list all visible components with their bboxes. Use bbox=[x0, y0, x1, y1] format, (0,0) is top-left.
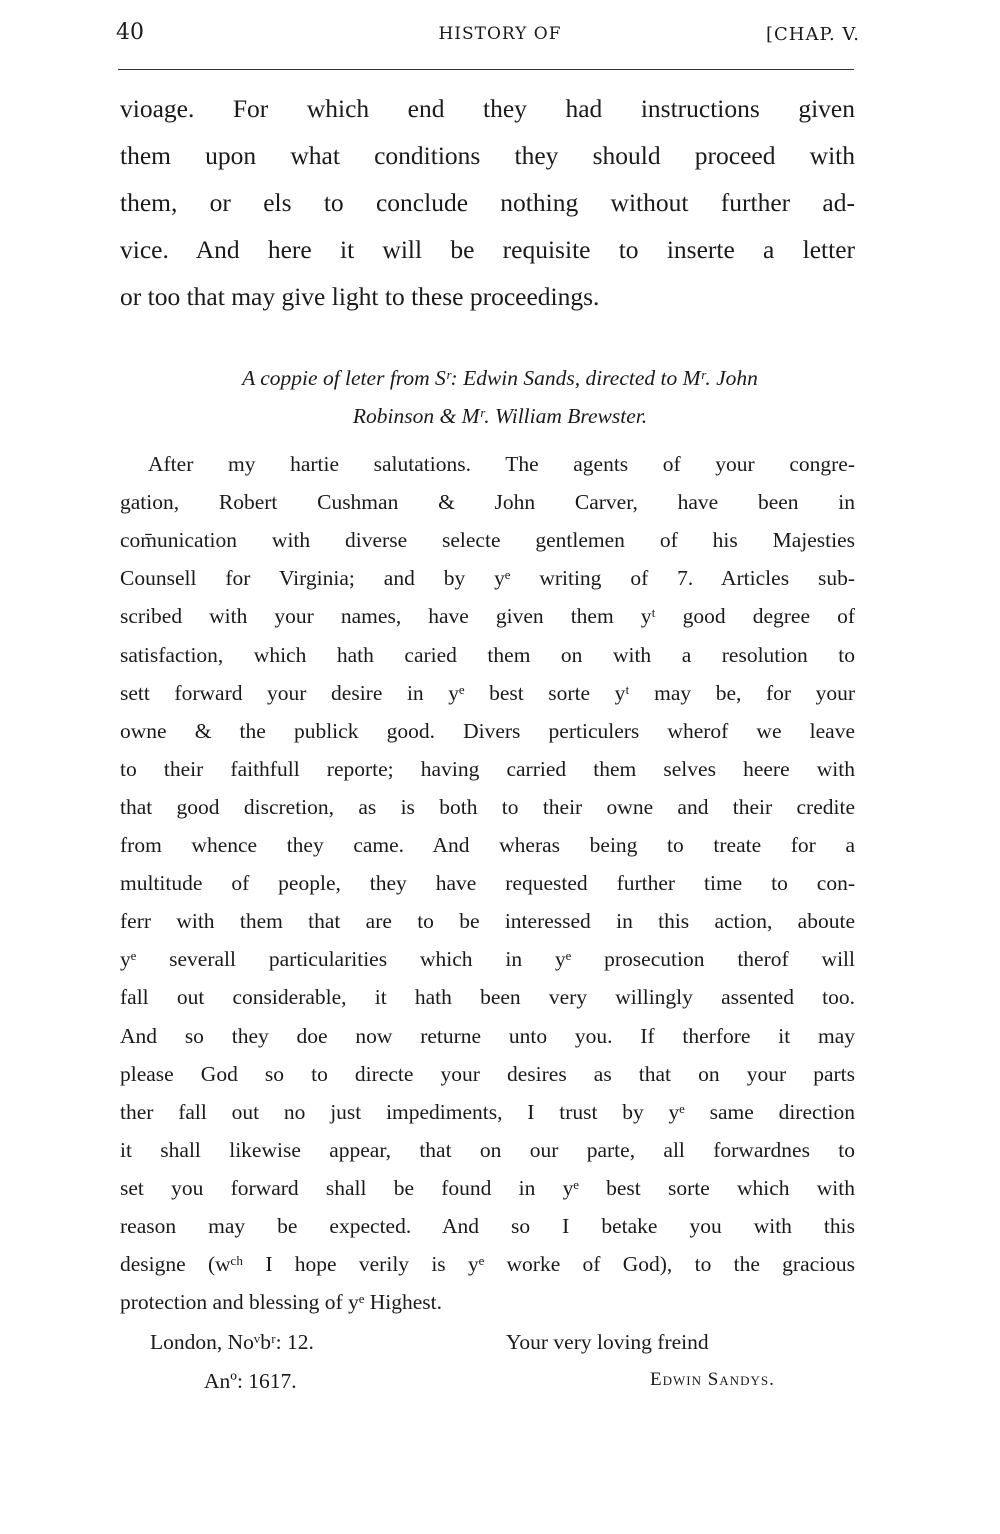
text-line: And so they doe now returne unto you. If therfore it may bbox=[120, 1023, 855, 1048]
text-line: satisfaction, which hath caried them on with a resolution to bbox=[120, 642, 855, 667]
text-line: please God so to directe your desires as that on your parts bbox=[120, 1061, 855, 1086]
text-line: vioage. For which end they had instructions given bbox=[120, 94, 855, 123]
text-line: set you forward shall be found in yᵉ best sorte which with bbox=[120, 1175, 855, 1200]
text-line: scribed with your names, have given them yᵗ good degree of bbox=[120, 604, 855, 629]
running-title: HISTORY OF bbox=[438, 24, 562, 44]
title-line: A coppie of leter from Sʳ: Edwin Sands, directed to Mʳ. John bbox=[242, 366, 758, 390]
text-line: from whence they came. And wheras being to treate for a bbox=[120, 833, 855, 857]
text-line: sett forward your desire in yᵉ best sorte yᵗ may be, for your bbox=[120, 680, 855, 705]
title-line: Robinson & Mʳ. William Brewster. bbox=[352, 404, 648, 428]
text-line: com̄unication with diverse selecte gentlemen of his Majesties bbox=[120, 528, 855, 553]
text-line: it shall likewise appear, that on our parte, all forwardnes to bbox=[120, 1137, 855, 1162]
text-line: designe (wᶜʰ I hope verily is yᵉ worke of God), to the gracious bbox=[120, 1252, 855, 1277]
text-line: After my hartie salutations. The agents of your congre- bbox=[148, 452, 855, 476]
text-line: reason may be expected. And so I betake you with this bbox=[120, 1214, 855, 1238]
header-rule bbox=[118, 69, 854, 70]
text-line: ther fall out no just impediments, I trust by yᵉ same direction bbox=[120, 1099, 855, 1124]
text-line: fall out considerable, it hath been very willingly assented too. bbox=[120, 985, 855, 1010]
text-line: or too that may give light to these proceedings. bbox=[120, 282, 600, 311]
text-line: them upon what conditions they should proceed with bbox=[120, 141, 855, 170]
text-line: protection and blessing of yᵉ Highest. bbox=[120, 1290, 442, 1315]
text-line: that good discretion, as is both to their owne and their credite bbox=[120, 794, 855, 819]
text-line: Counsell for Virginia; and by yᵉ writing of 7. Articles sub- bbox=[120, 566, 855, 591]
text-line: yᵉ severall particularities which in yᵉ prosecution therof will bbox=[120, 947, 855, 972]
chapter-label: [CHAP. V. bbox=[766, 24, 860, 45]
text-line: gation, Robert Cushman & John Carver, have been in bbox=[120, 490, 855, 515]
text-line: to their faithfull reporte; having carried them selves heere with bbox=[120, 756, 855, 781]
text-line: vice. And here it will be requisite to inserte a letter bbox=[120, 235, 855, 264]
text-line: them, or els to conclude nothing without further ad- bbox=[120, 188, 855, 217]
letter-place-date: London, Noᵛbʳ: 12. bbox=[150, 1330, 314, 1354]
text-line: multitude of people, they have requested further time to con- bbox=[120, 871, 855, 896]
letter-signature: Edwin Sandys. bbox=[650, 1369, 775, 1390]
text-line: ferr with them that are to be interessed in this action, aboute bbox=[120, 909, 855, 934]
text-line: owne & the publick good. Divers perticulers wherof we leave bbox=[120, 718, 855, 743]
letter-valediction: Your very loving freind bbox=[506, 1330, 709, 1354]
letter-year: Anº: 1617. bbox=[204, 1369, 297, 1393]
page-number: 40 bbox=[116, 20, 144, 45]
